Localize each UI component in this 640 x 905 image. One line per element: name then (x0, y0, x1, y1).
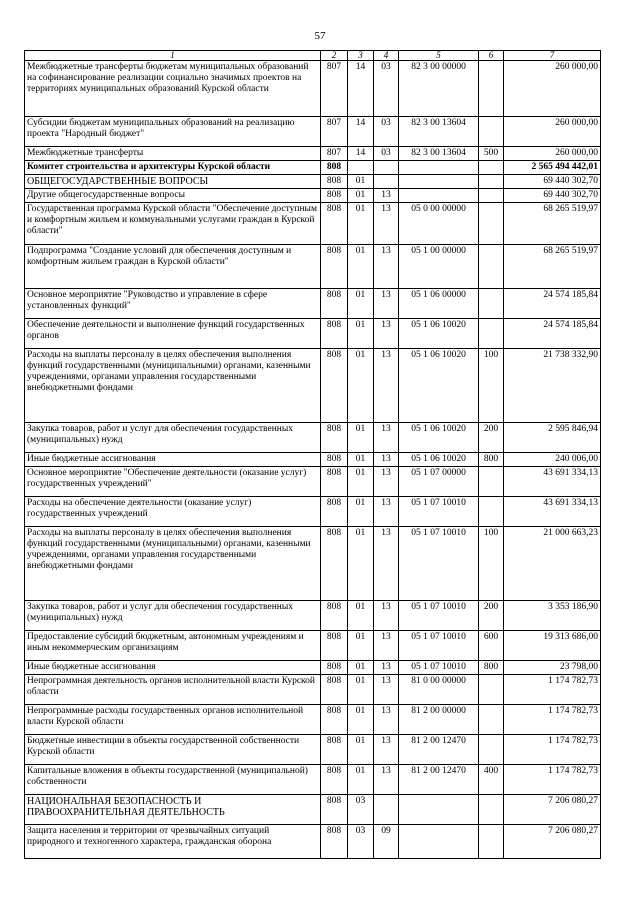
row-amount: 43 691 334,13 (504, 467, 601, 497)
row-grbs: 807 (321, 117, 348, 147)
table-row (25, 453, 601, 467)
row-target-article: 81 2 00 00000 (399, 705, 479, 735)
row-expense-type: 800 (479, 661, 504, 675)
row-expense-type (479, 705, 504, 735)
row-target-article: 05 1 06 00000 (399, 289, 479, 319)
row-subsection: 13 (374, 497, 399, 527)
row-expense-type (479, 825, 504, 859)
header-cell: 5 (399, 51, 479, 61)
row-target-article: 05 1 06 10020 (399, 453, 479, 467)
row-amount: 260 000,00 (504, 61, 601, 117)
row-name: Непрограммные расходы государственных органов исполнительной власти Курской области (25, 705, 321, 735)
row-expense-type: 400 (479, 765, 504, 795)
table-row (25, 601, 601, 631)
row-target-article: 05 1 06 10020 (399, 349, 479, 423)
header-cell: 1 (25, 51, 321, 61)
row-expense-type (479, 735, 504, 765)
row-expense-type (479, 319, 504, 349)
row-amount: 68 265 519,97 (504, 203, 601, 245)
row-target-article: 81 2 00 12470 (399, 765, 479, 795)
table-row (25, 289, 601, 319)
table-row (25, 423, 601, 453)
row-subsection: 13 (374, 765, 399, 795)
table-row (25, 61, 601, 117)
row-subsection (374, 795, 399, 825)
row-section: 01 (348, 675, 374, 705)
row-amount: 43 691 334,13 (504, 497, 601, 527)
row-subsection (374, 175, 399, 189)
row-expense-type (479, 497, 504, 527)
budget-table (24, 50, 601, 859)
row-grbs: 808 (321, 705, 348, 735)
row-amount: 1 174 782,73 (504, 675, 601, 705)
row-expense-type (479, 117, 504, 147)
row-grbs: 808 (321, 661, 348, 675)
row-expense-type: 500 (479, 147, 504, 161)
row-amount: 24 574 185,84 (504, 289, 601, 319)
table-row (25, 705, 601, 735)
row-section: 01 (348, 661, 374, 675)
row-section: 01 (348, 705, 374, 735)
row-section: 03 (348, 795, 374, 825)
table-row (25, 349, 601, 423)
row-amount: 7 206 080,27 (504, 795, 601, 825)
row-name: Расходы на обеспечение деятельности (оказание услуг) государственных учреждений (25, 497, 321, 527)
row-target-article: 82 3 00 00000 (399, 61, 479, 117)
row-section: 01 (348, 319, 374, 349)
row-section: 01 (348, 497, 374, 527)
row-subsection: 03 (374, 147, 399, 161)
row-target-article: 05 1 07 10010 (399, 661, 479, 675)
table-row (25, 117, 601, 147)
row-subsection: 13 (374, 527, 399, 601)
row-target-article: 05 1 07 10010 (399, 601, 479, 631)
row-name: Обеспечение деятельности и выполнение функций государственных органов (25, 319, 321, 349)
row-section: 01 (348, 527, 374, 601)
row-grbs: 808 (321, 675, 348, 705)
row-expense-type: 200 (479, 423, 504, 453)
table-row (25, 795, 601, 825)
table-row (25, 467, 601, 497)
row-section: 03 (348, 825, 374, 859)
row-expense-type: 600 (479, 631, 504, 661)
row-name: Капитальные вложения в объекты государственной (муниципальной) собственности (25, 765, 321, 795)
row-target-article: 05 1 06 10020 (399, 423, 479, 453)
row-section: 01 (348, 631, 374, 661)
row-target-article: 05 1 07 10010 (399, 631, 479, 661)
row-target-article: 82 3 00 13604 (399, 147, 479, 161)
header-cell: 6 (479, 51, 504, 61)
header-cell: 7 (504, 51, 601, 61)
row-grbs: 808 (321, 453, 348, 467)
row-subsection: 13 (374, 467, 399, 497)
row-name: Другие общегосударственные вопросы (25, 189, 321, 203)
row-amount: 23 798,00 (504, 661, 601, 675)
row-target-article (399, 189, 479, 203)
row-amount: 19 313 686,00 (504, 631, 601, 661)
table-row (25, 319, 601, 349)
row-section: 01 (348, 453, 374, 467)
row-name: Субсидии бюджетам муниципальных образований на реализацию проекта "Народный бюджет" (25, 117, 321, 147)
row-section: 14 (348, 61, 374, 117)
row-grbs: 808 (321, 467, 348, 497)
row-amount: 69 440 302,70 (504, 189, 601, 203)
row-target-article: 05 1 07 10010 (399, 527, 479, 601)
row-amount: 260 000,00 (504, 117, 601, 147)
row-grbs: 808 (321, 527, 348, 601)
row-expense-type (479, 795, 504, 825)
row-grbs: 808 (321, 825, 348, 859)
table-row (25, 825, 601, 859)
row-amount: 240 006,00 (504, 453, 601, 467)
row-amount: 24 574 185,84 (504, 319, 601, 349)
row-expense-type (479, 61, 504, 117)
table-row (25, 497, 601, 527)
row-subsection: 13 (374, 631, 399, 661)
row-amount: 21 738 332,90 (504, 349, 601, 423)
row-section: 01 (348, 289, 374, 319)
row-target-article (399, 175, 479, 189)
table-row (25, 765, 601, 795)
table-row (25, 527, 601, 601)
row-expense-type (479, 467, 504, 497)
row-target-article: 81 0 00 00000 (399, 675, 479, 705)
row-grbs: 808 (321, 631, 348, 661)
row-section: 01 (348, 601, 374, 631)
table-row (25, 203, 601, 245)
row-subsection: 09 (374, 825, 399, 859)
row-section: 01 (348, 423, 374, 453)
row-grbs: 807 (321, 61, 348, 117)
table-row (25, 189, 601, 203)
row-grbs: 808 (321, 497, 348, 527)
row-section: 01 (348, 349, 374, 423)
row-name: НАЦИОНАЛЬНАЯ БЕЗОПАСНОСТЬ И ПРАВООХРАНИТЕЛЬНАЯ ДЕЯТЕЛЬНОСТЬ (25, 795, 321, 825)
row-expense-type (479, 175, 504, 189)
page-number: 57 (314, 30, 326, 42)
row-target-article (399, 825, 479, 859)
row-name: Расходы на выплаты персоналу в целях обеспечения выполнения функций государственными (муниципальными) органами, казенными учреждениями, органами управления государственными внебюджетными фондами (25, 527, 321, 601)
row-name: Комитет строительства и архитектуры Курской области (25, 161, 321, 175)
row-section: 01 (348, 467, 374, 497)
row-grbs: 808 (321, 795, 348, 825)
row-name: Межбюджетные трансферты бюджетам муниципальных образований на софинансирование реализации социально значимых проектов на территориях муниципальных образований Курской области (25, 61, 321, 117)
row-target-article: 05 0 00 00000 (399, 203, 479, 245)
row-grbs: 808 (321, 161, 348, 175)
row-subsection: 03 (374, 61, 399, 117)
row-amount: 1 174 782,73 (504, 735, 601, 765)
row-section: 01 (348, 175, 374, 189)
row-subsection: 13 (374, 349, 399, 423)
row-expense-type (479, 161, 504, 175)
row-grbs: 808 (321, 245, 348, 289)
row-section: 01 (348, 203, 374, 245)
row-amount: 69 440 302,70 (504, 175, 601, 189)
row-amount: 68 265 519,97 (504, 245, 601, 289)
row-section: 14 (348, 147, 374, 161)
table-row (25, 631, 601, 661)
row-name: Бюджетные инвестиции в объекты государственной собственности Курской области (25, 735, 321, 765)
row-name: Государственная программа Курской области "Обеспечение доступным и комфортным жильем и коммунальными услугами граждан в Курской области" (25, 203, 321, 245)
row-target-article (399, 795, 479, 825)
header-cell: 3 (348, 51, 374, 61)
row-subsection: 13 (374, 319, 399, 349)
row-section (348, 161, 374, 175)
row-expense-type (479, 189, 504, 203)
row-subsection: 13 (374, 203, 399, 245)
table-row (25, 161, 601, 175)
row-subsection: 13 (374, 661, 399, 675)
row-grbs: 808 (321, 349, 348, 423)
row-expense-type: 100 (479, 349, 504, 423)
row-grbs: 808 (321, 423, 348, 453)
row-grbs: 808 (321, 735, 348, 765)
row-grbs: 808 (321, 203, 348, 245)
row-amount: 260 000,00 (504, 147, 601, 161)
row-expense-type: 200 (479, 601, 504, 631)
row-grbs: 808 (321, 289, 348, 319)
row-name: Закупка товаров, работ и услуг для обеспечения государственных (муниципальных) нужд (25, 423, 321, 453)
row-expense-type: 800 (479, 453, 504, 467)
row-amount: 2 565 494 442,01 (504, 161, 601, 175)
row-grbs: 807 (321, 147, 348, 161)
row-section: 01 (348, 735, 374, 765)
row-expense-type (479, 203, 504, 245)
table-row (25, 245, 601, 289)
row-section: 01 (348, 189, 374, 203)
row-name: Межбюджетные трансферты (25, 147, 321, 161)
row-subsection: 13 (374, 601, 399, 631)
row-grbs: 808 (321, 175, 348, 189)
row-subsection: 13 (374, 245, 399, 289)
row-subsection: 03 (374, 117, 399, 147)
header-cell: 2 (321, 51, 348, 61)
row-amount: 2 595 846,94 (504, 423, 601, 453)
row-amount: 21 000 663,23 (504, 527, 601, 601)
header-cell: 4 (374, 51, 399, 61)
row-section: 01 (348, 765, 374, 795)
row-grbs: 808 (321, 765, 348, 795)
row-subsection: 13 (374, 675, 399, 705)
table-header-row (25, 51, 601, 61)
row-name: Защита населения и территории от чрезвычайных ситуаций природного и техногенного характера, гражданская оборона (25, 825, 321, 859)
row-expense-type (479, 245, 504, 289)
row-name: Непрограммная деятельность органов исполнительной власти Курской области (25, 675, 321, 705)
row-name: ОБЩЕГОСУДАРСТВЕННЫЕ ВОПРОСЫ (25, 175, 321, 189)
table-row (25, 735, 601, 765)
row-amount: 3 353 186,90 (504, 601, 601, 631)
row-target-article: 05 1 06 10020 (399, 319, 479, 349)
row-name: Иные бюджетные ассигнования (25, 453, 321, 467)
row-subsection: 13 (374, 289, 399, 319)
row-name: Основное мероприятие "Руководство и управление в сфере установленных функций" (25, 289, 321, 319)
row-target-article (399, 161, 479, 175)
row-subsection: 13 (374, 735, 399, 765)
row-section: 14 (348, 117, 374, 147)
row-subsection: 13 (374, 189, 399, 203)
row-expense-type: 100 (479, 527, 504, 601)
table-row (25, 175, 601, 189)
row-name: Закупка товаров, работ и услуг для обеспечения государственных (муниципальных) нужд (25, 601, 321, 631)
row-subsection (374, 161, 399, 175)
row-grbs: 808 (321, 189, 348, 203)
row-target-article: 81 2 00 12470 (399, 735, 479, 765)
row-target-article: 82 3 00 13604 (399, 117, 479, 147)
row-expense-type (479, 289, 504, 319)
row-target-article: 05 1 07 10010 (399, 497, 479, 527)
row-amount: 7 206 080,27 (504, 825, 601, 859)
row-expense-type (479, 675, 504, 705)
row-name: Расходы на выплаты персоналу в целях обеспечения выполнения функций государственными (муниципальными) органами, казенными учреждениями, органами управления государственными внебюджетными фондами (25, 349, 321, 423)
row-subsection: 13 (374, 453, 399, 467)
table-row (25, 147, 601, 161)
row-amount: 1 174 782,73 (504, 705, 601, 735)
row-target-article: 05 1 00 00000 (399, 245, 479, 289)
row-section: 01 (348, 245, 374, 289)
row-name: Основное мероприятие "Обеспечение деятельности (оказание услуг) государственных учреждений" (25, 467, 321, 497)
row-name: Предоставление субсидий бюджетным, автономным учреждениям и иным некоммерческим организациям (25, 631, 321, 661)
row-amount: 1 174 782,73 (504, 765, 601, 795)
row-name: Подпрограмма "Создание условий для обеспечения доступным и комфортным жильем граждан в Курской области" (25, 245, 321, 289)
row-subsection: 13 (374, 705, 399, 735)
row-target-article: 05 1 07 00000 (399, 467, 479, 497)
row-subsection: 13 (374, 423, 399, 453)
row-name: Иные бюджетные ассигнования (25, 661, 321, 675)
table-row (25, 675, 601, 705)
table-row (25, 661, 601, 675)
row-grbs: 808 (321, 319, 348, 349)
row-grbs: 808 (321, 601, 348, 631)
